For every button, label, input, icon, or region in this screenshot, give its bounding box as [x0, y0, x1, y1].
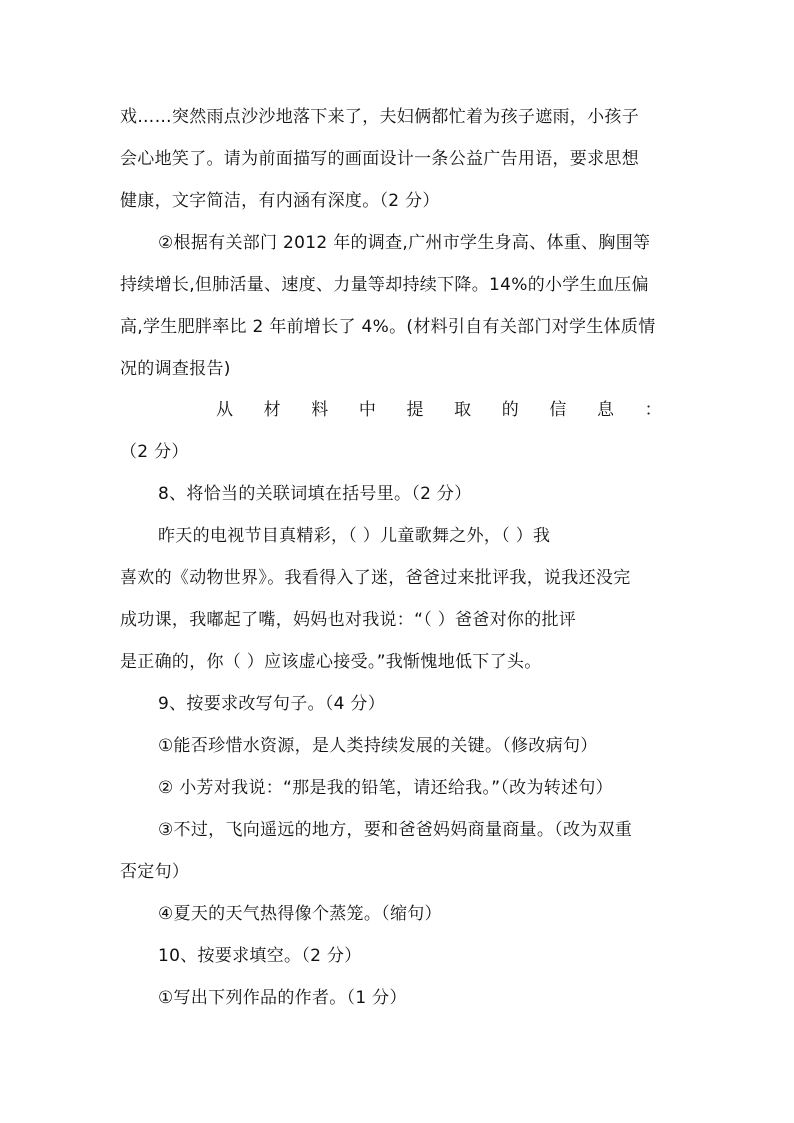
- spread-char-5: 提: [406, 400, 424, 420]
- spread-char-6: 取: [454, 400, 472, 420]
- question-10-title: 10、按要求填空。（2 分）: [158, 946, 362, 966]
- spread-text-line: [216, 398, 662, 422]
- question-10-item-1: ①写出下列作品的作者。（1 分）: [158, 988, 407, 1008]
- spread-char-7: 的: [501, 400, 520, 420]
- spread-char-2: 材: [263, 400, 281, 420]
- spread-char-3: 料: [311, 400, 329, 420]
- text-line-8: （2 分）: [120, 442, 189, 462]
- question-9-item-2: ② 小芳对我说：“那是我的铅笔，请还给我。”（改为转述句）: [158, 778, 613, 798]
- question-9-item-3: ③不过，飞向遥远的地方，要和爸爸妈妈商量商量。（改为双重: [158, 820, 633, 840]
- text-line-10: 喜欢的《动物世界》。我看得入了迷，爸爸过来批评我，说我还没完: [120, 568, 631, 588]
- text-line-1: 戏……突然雨点沙沙地落下来了，夫妇俩都忙着为孩子遮雨，小孩子: [120, 107, 639, 127]
- text-line-5: 持续增长,但肺活量、速度、力量等却持续下降。14%的小学生血压偏: [120, 275, 649, 295]
- text-line-6: 高,学生肥胖率比 2 年前增长了 4%。(材料引自有关部门对学生体质情: [120, 317, 656, 337]
- spread-char-4: 中: [358, 400, 377, 420]
- question-9-item-1: ①能否珍惜水资源，是人类持续发展的关键。（修改病句）: [158, 736, 598, 756]
- spread-char-9: 息: [597, 400, 615, 420]
- text-line-7: 况的调查报告): [120, 359, 231, 379]
- spread-char-8: 信: [549, 400, 567, 420]
- question-9-item-3-cont: 否定句）: [120, 862, 190, 882]
- spread-char-1: 从: [216, 400, 234, 420]
- question-9-item-4: ④夏天的天气热得像个蒸笼。（缩句）: [158, 904, 442, 924]
- question-9-title: 9、按要求改写句子。（4 分）: [158, 694, 386, 714]
- text-line-2: 会心地笑了。请为前面描写的画面设计一条公益广告用语，要求思想: [120, 149, 639, 169]
- text-line-9: 昨天的电视节目真精彩，（ ）儿童歌舞之外，（ ）我: [158, 526, 551, 546]
- text-line-12: 是正确的，你（ ）应该虚心接受。”我惭愧地低下了头。: [120, 652, 542, 672]
- spread-char-10: ：: [644, 400, 662, 420]
- text-line-3: 健康，文字简洁，有内涵有深度。（2 分）: [120, 191, 440, 211]
- text-line-11: 成功课，我嘟起了嘴，妈妈也对我说：“（ ）爸爸对你的批评: [120, 610, 577, 630]
- text-line-4: ②根据有关部门 2012 年的调查,广州市学生身高、体重、胸围等: [158, 233, 651, 253]
- question-8-title: 8、将恰当的关联词填在括号里。（2 分）: [158, 484, 472, 504]
